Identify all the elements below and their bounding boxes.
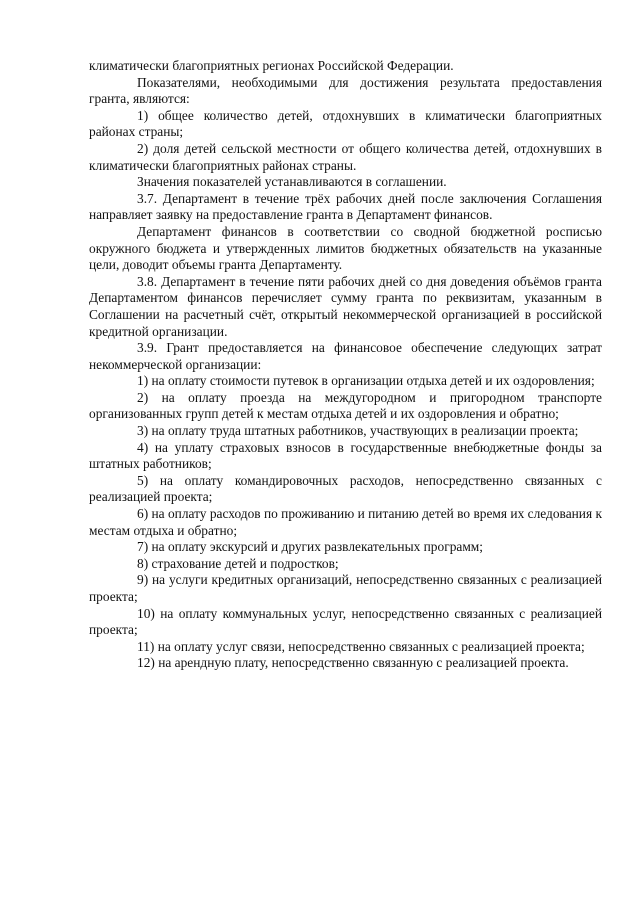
list-item-7: 7) на оплату экскурсий и других развлекательных программ; (137, 539, 483, 555)
list-item-12: 12) на арендную плату, непосредственно связанную с реализацией проекта. (137, 655, 569, 671)
paragraph-indicator-values: Значения показателей устанавливаются в соглашении. (137, 174, 447, 190)
list-item-9: 9) на услуги кредитных организаций, непосредственно связанных с реализацией проекта; (89, 572, 602, 604)
list-item-2: 2) на оплату проезда на междугородном и пригородном транспорте организованных групп детей к местам отдыха детей и их оздоровления и обратно; (89, 389, 602, 422)
paragraph-finance-department: Департамент финансов в соответствии со сводной бюджетной росписью окружного бюджета и утвержденных лимитов бюджетных обязательств на указанные цели, доводит объемы гранта Департаменту. (89, 223, 602, 273)
list-item-3: 3) на оплату труда штатных работников, участвующих в реализации проекта; (137, 423, 579, 439)
paragraph-indicators-intro: Показателями, необходимыми для достижения результата предоставления гранта, являются: (89, 74, 602, 107)
paragraph-3-7: 3.7. Департамент в течение трёх рабочих дней после заключения Соглашения направляет заявку на предоставление гранта в Департамент финансов. (89, 190, 602, 223)
list-item-10: 10) на оплату коммунальных услуг, непосредственно связанных с реализацией проекта; (89, 605, 602, 638)
paragraph-3-9: 3.9. Грант предоставляется на финансовое обеспечение следующих затрат некоммерческой организации: (89, 340, 602, 372)
list-item-4: 4) на уплату страховых взносов в государственные внебюджетные фонды за штатных работников; (89, 439, 602, 472)
list-item-11: 11) на оплату услуг связи, непосредственно связанных с реализацией проекта; (137, 638, 585, 654)
paragraph-indicator-2: 2) доля детей сельской местности от общего количества детей, отдохнувших в климатически благоприятных районах страны. (89, 140, 602, 173)
list-item-6: 6) на оплату расходов по проживанию и питанию детей во время их следования к местам отдыха и обратно; (89, 506, 602, 538)
document-page (89, 58, 602, 672)
list-item-1: 1) на оплату стоимости путевок в организации отдыха детей и их оздоровления; (137, 373, 595, 389)
paragraph-indicator-1: 1) общее количество детей, отдохнувших в климатически благоприятных районах страны; (89, 107, 602, 140)
paragraph-continuation: климатически благоприятных регионах Российской Федерации. (89, 58, 454, 73)
list-item-8: 8) страхование детей и подростков; (137, 555, 339, 571)
list-item-5: 5) на оплату командировочных расходов, непосредственно связанных с реализацией проекта; (89, 472, 602, 505)
paragraph-3-8: 3.8. Департамент в течение пяти рабочих дней со дня доведения объёмов гранта Департаментом финансов перечисляет сумму гранта по реквизитам, указанным в Соглашении на расчетный счёт, открытый некоммерческой организацией в российской кредитной организации. (89, 273, 602, 339)
